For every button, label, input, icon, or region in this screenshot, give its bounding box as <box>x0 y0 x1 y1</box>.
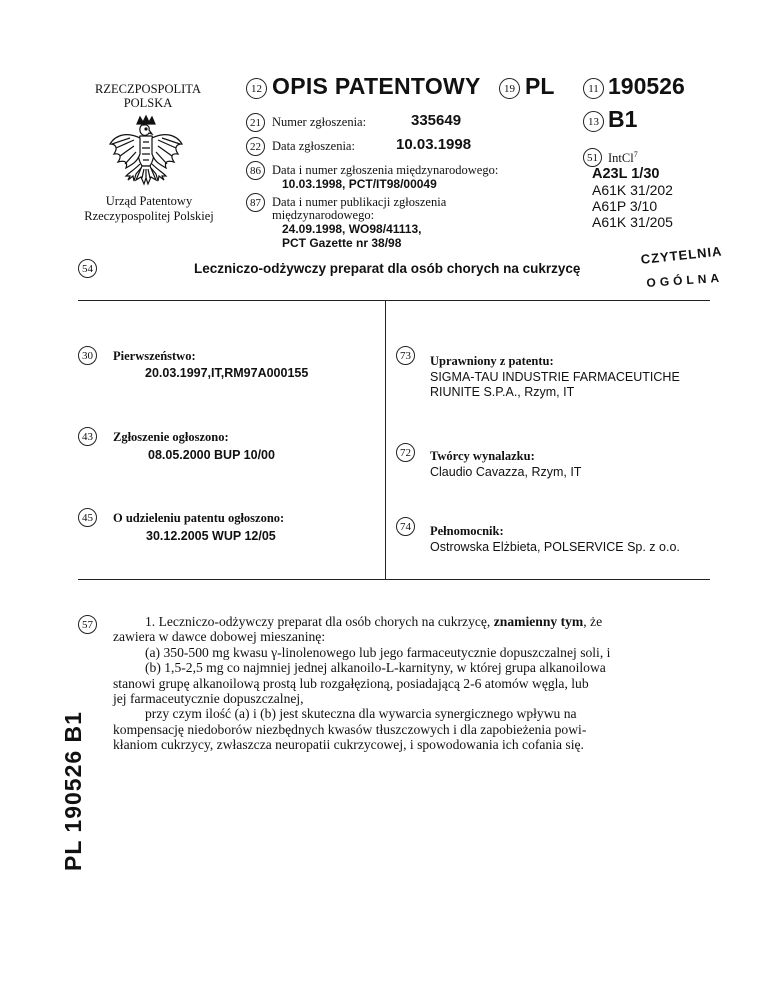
inid-code-45: 45 <box>78 508 97 527</box>
office-line-1: Urząd Patentowy <box>105 194 193 208</box>
inid-code-72: 72 <box>396 443 415 462</box>
inid-code-73: 73 <box>396 346 415 365</box>
claim-item-b-3: jej farmaceutycznie dopuszczalnej, <box>113 691 304 707</box>
classification-4: A61K 31/205 <box>592 214 673 230</box>
classification-label <box>608 150 638 166</box>
application-number-label: Numer zgłoszenia: <box>272 115 367 129</box>
proprietor-value-2: RIUNITE S.P.A., Rzym, IT <box>430 385 575 399</box>
document-type: OPIS PATENTOWY <box>272 73 481 99</box>
inventors-label: Twórcy wynalazku: <box>430 449 535 463</box>
inid-code-30: 30 <box>78 346 97 365</box>
table-top-rule <box>78 300 710 301</box>
country-code: PL <box>525 73 555 99</box>
application-date-value: 10.03.1998 <box>396 136 472 153</box>
inid-code-74: 74 <box>396 517 415 536</box>
announced-value: 08.05.2000 BUP 10/00 <box>148 448 275 462</box>
inid-code-57: 57 <box>78 615 97 634</box>
inid-code-54: 54 <box>78 259 97 278</box>
claim-tail-2: kompensację niedoborów niezbędnych kwasów tłuszczowych i dla zapobieżenia powi- <box>113 721 587 737</box>
inid-code-12: 12 <box>246 78 267 99</box>
intl-application-value: 10.03.1998, PCT/IT98/00049 <box>282 177 437 191</box>
application-date-label: Data zgłoszenia: <box>272 139 355 153</box>
proprietor-label: Uprawniony z patentu: <box>430 354 554 368</box>
intl-publication-value-1: 24.09.1998, WO98/41113, <box>282 222 422 236</box>
patent-number: 190526 <box>608 73 685 99</box>
inid-code-13: 13 <box>583 111 604 132</box>
priority-label: Pierwszeństwo: <box>113 349 196 363</box>
side-patent-label: PL 190526 B1 <box>60 711 86 871</box>
stamp-line-2: OGÓLNA <box>646 270 724 290</box>
application-number-value: 335649 <box>411 112 462 129</box>
library-stamp <box>640 243 750 302</box>
claim-line-2: zawiera w dawce dobowej mieszaninę: <box>113 629 326 645</box>
inid-code-51: 51 <box>583 148 602 167</box>
country-line-1: RZECZPOSPOLITA <box>95 82 201 96</box>
inid-code-22: 22 <box>246 137 265 156</box>
table-center-rule <box>385 300 386 579</box>
classification-main: A23L 1/30 <box>592 166 660 182</box>
priority-value: 20.03.1997,IT,RM97A000155 <box>145 366 309 380</box>
claim-text <box>113 614 693 753</box>
claim-intro: 1. Leczniczo-odżywczy preparat dla osób chorych na cukrzycę, <box>145 614 494 629</box>
classification-label-text: IntCl <box>608 151 634 166</box>
attorney-label: Pełnomocnik: <box>430 524 504 538</box>
office-line-2: Rzeczypospolitej Polskiej <box>84 208 214 223</box>
announced-label: Zgłoszenie ogłoszono: <box>113 430 229 444</box>
classification-3: A61P 3/10 <box>592 198 658 214</box>
claim-item-b-2: stanowi grupę alkanoilową prostą lub rozgałęzioną, posiadającą 2-6 atomów węgla, lub <box>113 675 589 691</box>
claim-line-1 <box>113 614 693 629</box>
attorney-value: Ostrowska Elżbieta, POLSERVICE Sp. z o.o. <box>430 540 680 554</box>
claim-item-b-1: (b) 1,5-2,5 mg co najmniej jednej alkanoilo-L-karnityny, w której grupa alkanoilowa <box>145 660 606 676</box>
grant-announced-value: 30.12.2005 WUP 12/05 <box>146 529 276 543</box>
claim-intro-end: , że <box>583 614 603 629</box>
classification-2: A61K 31/202 <box>592 182 673 198</box>
intl-publication-label-1: Data i numer publikacji zgłoszenia <box>272 195 447 209</box>
inventors-value: Claudio Cavazza, Rzym, IT <box>430 465 582 479</box>
intl-publication-label-2: międzynarodowego: <box>272 208 375 222</box>
inid-code-87: 87 <box>246 193 265 212</box>
stamp-line-1: CZYTELNIA <box>640 243 724 267</box>
claim-tail-3: kłaniom cukrzycy, zwłaszcza neuropatii cukrzycowej, i spowodowania ich cofania się. <box>113 737 584 753</box>
polish-eagle-emblem <box>106 114 186 198</box>
inid-code-43: 43 <box>78 427 97 446</box>
inid-code-19: 19 <box>499 78 520 99</box>
table-bottom-rule <box>78 579 710 580</box>
proprietor-value-1: SIGMA-TAU INDUSTRIE FARMACEUTICHE <box>430 370 680 384</box>
grant-announced-label: O udzieleniu patentu ogłoszono: <box>113 511 285 525</box>
claim-item-a: (a) 350-500 mg kwasu γ-linolenowego lub jego farmaceutycznie dopuszczalnej soli, i <box>145 644 611 660</box>
patent-office-name <box>60 194 238 223</box>
claim-characterized: znamienny tym <box>493 614 584 629</box>
intl-application-label: Data i numer zgłoszenia międzynarodowego: <box>272 163 499 177</box>
classification-label-sup: 7 <box>633 150 638 159</box>
country-line-2: POLSKA <box>123 96 173 110</box>
invention-title: Leczniczo-odżywczy preparat dla osób chorych na cukrzycę <box>194 261 581 276</box>
kind-code: B1 <box>608 106 638 132</box>
country-name <box>88 82 208 110</box>
inid-code-21: 21 <box>246 113 265 132</box>
inid-code-86: 86 <box>246 161 265 180</box>
inid-code-11: 11 <box>583 78 604 99</box>
intl-publication-value-2: PCT Gazette nr 38/98 <box>282 236 402 250</box>
claim-tail-1: przy czym ilość (a) i (b) jest skuteczna dla wywarcia synergicznego wpływu na <box>145 706 577 722</box>
